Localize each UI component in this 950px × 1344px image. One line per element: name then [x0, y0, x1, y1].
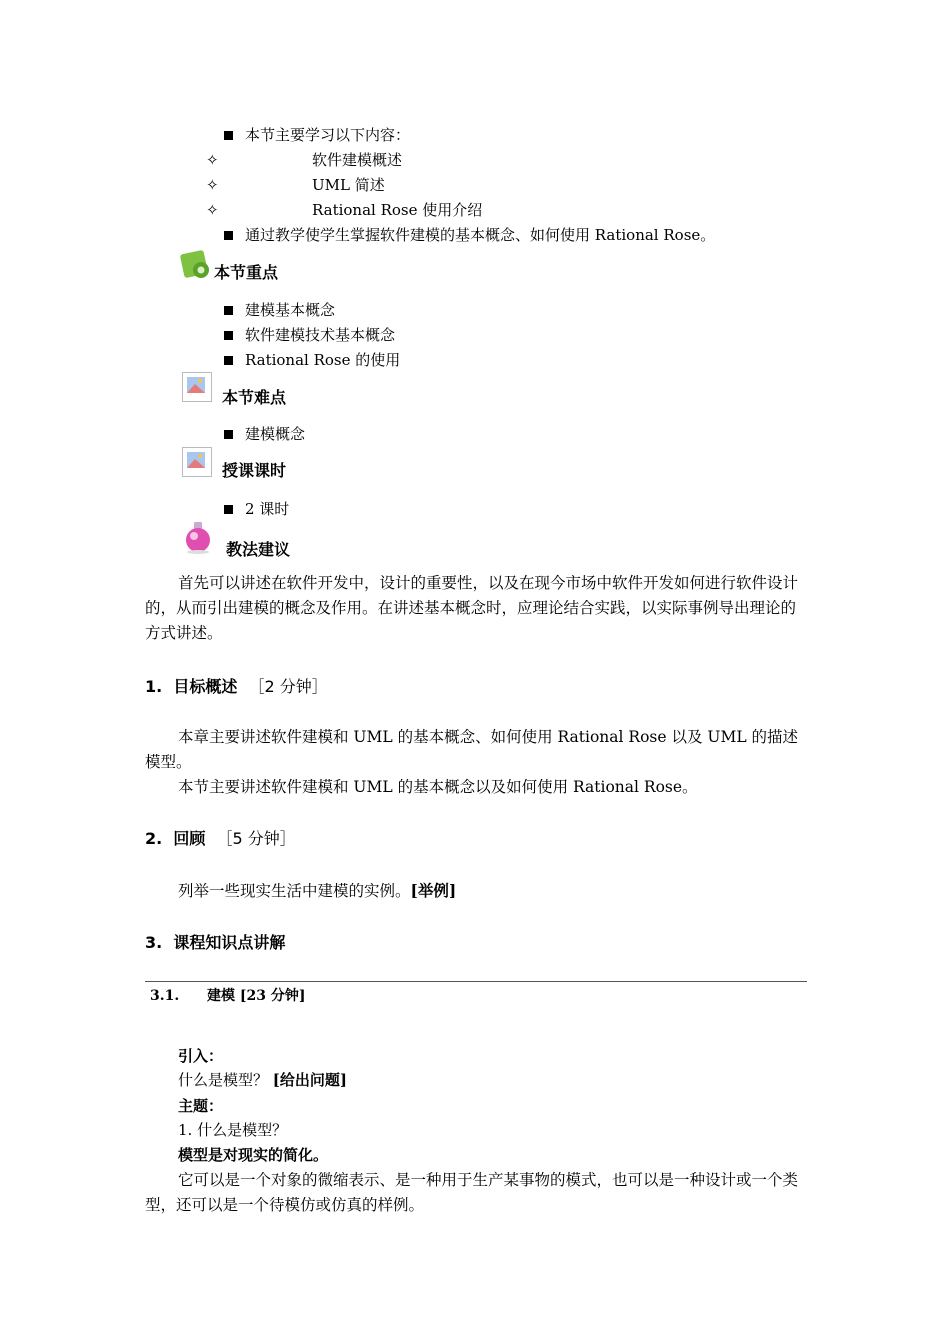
image-placeholder-icon [182, 447, 212, 477]
topic-label: 主题： [178, 1097, 224, 1115]
difficulties-title: 本节难点 [222, 388, 287, 407]
intro-item-3: Rational Rose 使用介绍 [312, 201, 483, 219]
bullet-square-icon [224, 356, 233, 365]
teaching-text: 首先可以讲述在软件开发中，设计的重要性，以及在现今市场中软件开发如何进行软件设计的，从而引出建模的概念及作用。在讲述基本概念时，应理论结合实践，以实际事例导出理论的方式讲述。 [145, 574, 799, 642]
review-text: 列举一些现实生活中建模的实例。 [178, 882, 411, 900]
section-1-heading [145, 676, 328, 698]
bullet-square-icon [224, 505, 233, 514]
teaching-title: 教法建议 [226, 540, 291, 559]
section-1-title: 目标概述 [173, 677, 238, 696]
key-point-2: 软件建模技术基本概念 [245, 326, 396, 344]
review-line [178, 878, 456, 904]
key-point-1: 建模基本概念 [245, 301, 336, 319]
section-3-title: 课程知识点讲解 [173, 933, 286, 952]
bullet-square-icon [224, 231, 233, 240]
section-3-number: 3. [145, 933, 163, 952]
subsection-title: 建模 [23 分钟] [207, 988, 306, 1004]
bullet-square-icon [224, 430, 233, 439]
bullet-square-icon [224, 331, 233, 340]
section-3-heading [145, 932, 285, 954]
bullet-square-icon [224, 131, 233, 140]
diamond-bullet-icon: ✧ [206, 201, 219, 219]
section-2-heading [145, 828, 296, 850]
difficulty-1: 建模概念 [245, 425, 306, 443]
key-point-3: Rational Rose 的使用 [245, 351, 401, 369]
model-description: 它可以是一个对象的微缩表示、是一种用于生产某事物的模式，也可以是一种设计或一个类型，还可以是一个待模仿或仿真的样例。 [145, 1171, 799, 1214]
diamond-bullet-icon: ✧ [206, 176, 219, 194]
image-placeholder-icon [182, 372, 212, 402]
subsection-number: 3.1. [150, 988, 180, 1004]
pink-flask-icon [183, 521, 213, 555]
model-definition: 模型是对现实的简化。 [178, 1146, 329, 1164]
bullet-square-icon [224, 306, 233, 315]
section-divider [145, 981, 807, 982]
hours-value: 2 课时 [245, 500, 290, 518]
section-2-title: 回顾 [173, 829, 206, 848]
section-2-time: ［5 分钟］ [216, 829, 296, 848]
diamond-bullet-icon: ✧ [206, 151, 219, 169]
key-points-title: 本节重点 [214, 263, 279, 282]
section-1-time: ［2 分钟］ [248, 677, 328, 696]
intro-goal: 通过教学使学生掌握软件建模的基本概念、如何使用 Rational Rose。 [245, 226, 716, 244]
question-line [178, 1068, 347, 1092]
overview-paragraph-2: 本节主要讲述软件建模和 UML 的基本概念以及如何使用 Rational Rose。 [178, 778, 698, 796]
intro-item-2: UML 简述 [312, 176, 385, 194]
question-tag: [给出问题] [272, 1071, 347, 1089]
review-tag: [举例] [410, 881, 457, 900]
intro-heading: 本节主要学习以下内容： [245, 126, 411, 144]
green-gear-icon [180, 250, 214, 282]
section-2-number: 2. [145, 829, 163, 848]
hours-title: 授课课时 [222, 461, 287, 480]
topic-question: 1. 什么是模型？ [178, 1121, 288, 1139]
intro-item-1: 软件建模概述 [312, 151, 403, 169]
overview-paragraph-1: 本章主要讲述软件建模和 UML 的基本概念、如何使用 Rational Rose 以及 UML 的描述模型。 [145, 728, 799, 771]
question-text: 什么是模型？ [178, 1071, 269, 1089]
section-1-number: 1. [145, 677, 163, 696]
intro-label: 引入： [178, 1047, 224, 1065]
